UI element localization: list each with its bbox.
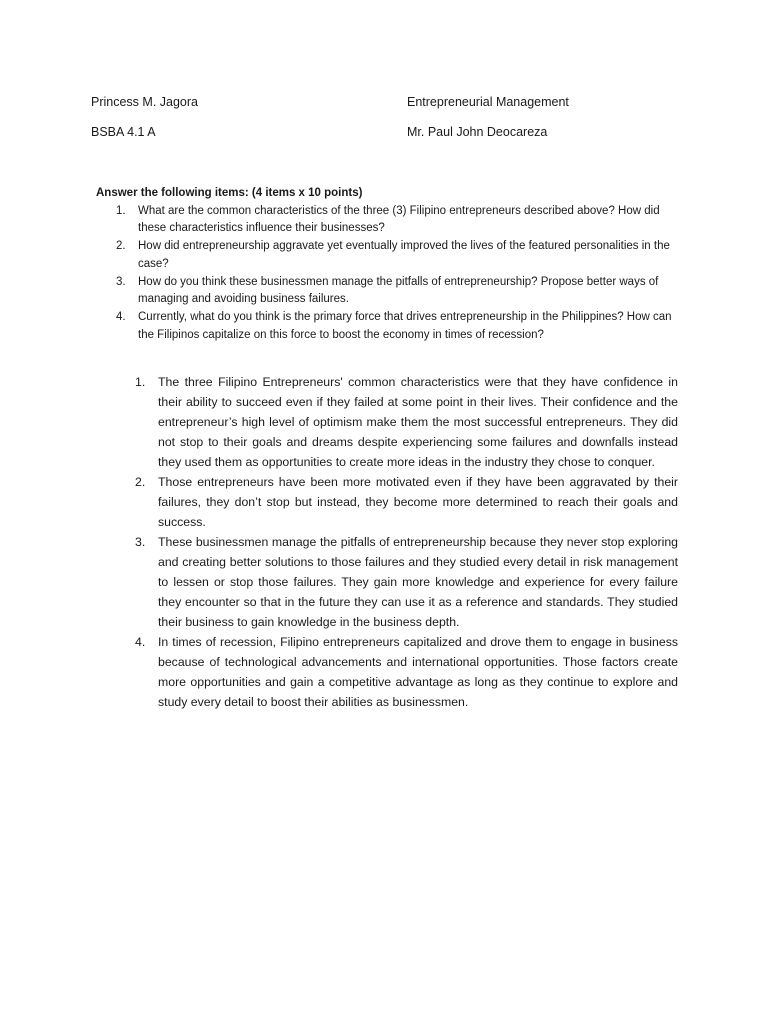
answer-item (135, 532, 678, 632)
answer-text: In times of recession, Filipino entrepreneurs capitalized and drove them to engage in business because of technological advancements and international opportunities. Those factors create more opportunities and gain a competitive advantage as long as they continue to explore and study every detail to boost their abilities as businessmen. (158, 635, 678, 709)
answer-number: 2. (135, 475, 146, 489)
questions-section (96, 185, 686, 344)
question-item (96, 274, 686, 309)
question-number: 1. (116, 204, 126, 217)
answer-item (135, 372, 678, 472)
answer-text: The three Filipino Entrepreneurs' common characteristics were that they have confidence in their ability to succeed even if they failed at some point in their lives. Their confidence and the entrepreneur’s high level of optimism make them the most successful entrepreneurs. They did not stop to their goals and dreams despite experiencing some failures and downfalls instead they used them as opportunities to create more ideas in the industry they chose to conquer. (158, 375, 678, 469)
answer-number: 3. (135, 535, 146, 549)
answer-item (135, 472, 678, 532)
course-title: Entrepreneurial Management (407, 95, 569, 109)
answer-list (135, 372, 678, 712)
instructions-heading: Answer the following items: (4 items x 10 points) (96, 187, 363, 199)
section-label: BSBA 4.1 A (91, 125, 156, 139)
question-item (96, 203, 686, 238)
question-text: What are the common characteristics of the three (3) Filipino entrepreneurs described above? How did these characteristics influence their businesses? (138, 204, 660, 235)
question-text: Currently, what do you think is the primary force that drives entrepreneurship in the Philippines? How can the Filipinos capitalize on this force to boost the economy in times of recession? (138, 310, 672, 341)
question-list (96, 203, 686, 345)
answer-item (135, 632, 678, 712)
question-number: 2. (116, 240, 126, 253)
question-number: 4. (116, 310, 126, 323)
question-text: How did entrepreneurship aggravate yet eventually improved the lives of the featured personalities in the case? (138, 240, 670, 270)
question-item (96, 309, 686, 344)
question-text: How do you think these businessmen manage the pitfalls of entrepreneurship? Propose better ways of managing and avoiding business failures. (138, 275, 659, 306)
answer-text: These businessmen manage the pitfalls of entrepreneurship because they never stop exploring and creating better solutions to those failures and they studied every detail in risk management to lessen or stop those failures. They gain more knowledge and experience for every failure they encounter so that in the future they can use it as a reference and standards. They studied their business to gain knowledge in the business depth. (158, 535, 678, 629)
question-number: 3. (116, 275, 126, 288)
answer-number: 4. (135, 635, 146, 649)
answers-section (135, 372, 678, 712)
answer-number: 1. (135, 375, 146, 389)
question-item (96, 238, 686, 273)
instructor-name: Mr. Paul John Deocareza (407, 125, 548, 139)
answer-text: Those entrepreneurs have been more motivated even if they have been aggravated by their failures, they don’t stop but instead, they become more determined to reach their goals and success. (158, 475, 678, 529)
student-name: Princess M. Jagora (91, 95, 198, 109)
